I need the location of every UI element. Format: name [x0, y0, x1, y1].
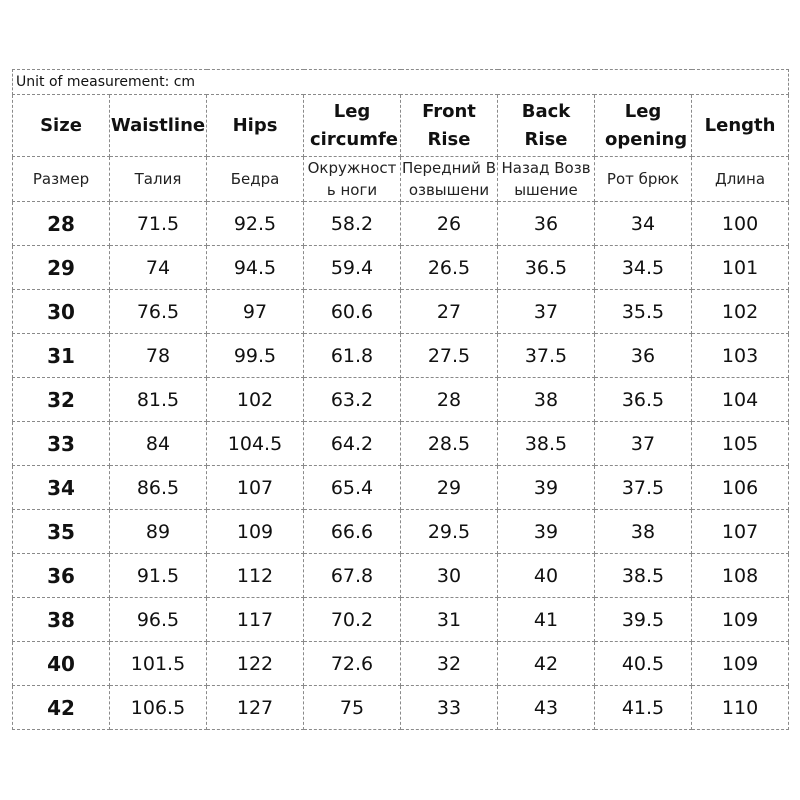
cell-length: 101	[692, 246, 789, 290]
cell-leg-circumference: 59.4	[304, 246, 401, 290]
header-hips: Hips	[207, 95, 304, 157]
cell-leg-opening: 36.5	[595, 378, 692, 422]
cell-hips: 127	[207, 686, 304, 730]
cell-length: 105	[692, 422, 789, 466]
cell-size: 42	[13, 686, 110, 730]
cell-hips: 104.5	[207, 422, 304, 466]
cell-waistline: 84	[110, 422, 207, 466]
cell-back-rise: 37.5	[498, 334, 595, 378]
table-row	[13, 202, 789, 246]
cell-hips: 107	[207, 466, 304, 510]
cell-waistline: 71.5	[110, 202, 207, 246]
cell-leg-circumference: 66.6	[304, 510, 401, 554]
cell-length: 102	[692, 290, 789, 334]
cell-size: 34	[13, 466, 110, 510]
cell-leg-opening: 34	[595, 202, 692, 246]
cell-leg-opening: 41.5	[595, 686, 692, 730]
header-ru-length: Длина	[692, 157, 789, 202]
cell-front-rise: 29.5	[401, 510, 498, 554]
header-row-en	[13, 95, 789, 157]
header-size: Size	[13, 95, 110, 157]
table-row	[13, 334, 789, 378]
cell-waistline: 86.5	[110, 466, 207, 510]
cell-front-rise: 26.5	[401, 246, 498, 290]
cell-hips: 112	[207, 554, 304, 598]
cell-leg-opening: 37	[595, 422, 692, 466]
cell-front-rise: 29	[401, 466, 498, 510]
cell-front-rise: 28	[401, 378, 498, 422]
cell-length: 106	[692, 466, 789, 510]
cell-back-rise: 40	[498, 554, 595, 598]
table-row	[13, 642, 789, 686]
cell-waistline: 74	[110, 246, 207, 290]
cell-size: 40	[13, 642, 110, 686]
cell-leg-circumference: 67.8	[304, 554, 401, 598]
header-ru-leg-opening: Рот брюк	[595, 157, 692, 202]
cell-size: 28	[13, 202, 110, 246]
cell-front-rise: 32	[401, 642, 498, 686]
header-waistline: Waistline	[110, 95, 207, 157]
cell-waistline: 78	[110, 334, 207, 378]
cell-back-rise: 39	[498, 510, 595, 554]
header-back-rise: Back Rise	[498, 95, 595, 157]
cell-size: 38	[13, 598, 110, 642]
cell-leg-circumference: 65.4	[304, 466, 401, 510]
cell-waistline: 101.5	[110, 642, 207, 686]
cell-waistline: 89	[110, 510, 207, 554]
cell-length: 108	[692, 554, 789, 598]
table-row	[13, 466, 789, 510]
cell-size: 36	[13, 554, 110, 598]
size-chart	[12, 69, 788, 730]
cell-front-rise: 31	[401, 598, 498, 642]
cell-length: 107	[692, 510, 789, 554]
table-row	[13, 598, 789, 642]
header-ru-front-rise: Передний Возвышени	[401, 157, 498, 202]
cell-leg-opening: 36	[595, 334, 692, 378]
cell-leg-circumference: 63.2	[304, 378, 401, 422]
cell-waistline: 91.5	[110, 554, 207, 598]
table-row	[13, 246, 789, 290]
cell-waistline: 81.5	[110, 378, 207, 422]
cell-leg-opening: 38	[595, 510, 692, 554]
header-ru-back-rise: Назад Возвышение	[498, 157, 595, 202]
cell-back-rise: 36.5	[498, 246, 595, 290]
cell-leg-circumference: 64.2	[304, 422, 401, 466]
table-row	[13, 378, 789, 422]
header-leg-opening: Leg opening	[595, 95, 692, 157]
table-row	[13, 686, 789, 730]
cell-leg-circumference: 72.6	[304, 642, 401, 686]
cell-back-rise: 36	[498, 202, 595, 246]
header-ru-size: Размер	[13, 157, 110, 202]
cell-hips: 102	[207, 378, 304, 422]
cell-length: 109	[692, 642, 789, 686]
cell-leg-circumference: 70.2	[304, 598, 401, 642]
cell-waistline: 106.5	[110, 686, 207, 730]
header-ru-leg-circumference: Окружность ноги	[304, 157, 401, 202]
cell-leg-circumference: 60.6	[304, 290, 401, 334]
cell-size: 33	[13, 422, 110, 466]
cell-front-rise: 30	[401, 554, 498, 598]
cell-leg-opening: 34.5	[595, 246, 692, 290]
cell-hips: 117	[207, 598, 304, 642]
cell-size: 31	[13, 334, 110, 378]
cell-back-rise: 37	[498, 290, 595, 334]
cell-size: 32	[13, 378, 110, 422]
cell-leg-opening: 38.5	[595, 554, 692, 598]
cell-front-rise: 27	[401, 290, 498, 334]
header-ru-hips: Бедра	[207, 157, 304, 202]
cell-hips: 94.5	[207, 246, 304, 290]
cell-front-rise: 33	[401, 686, 498, 730]
cell-length: 109	[692, 598, 789, 642]
cell-hips: 122	[207, 642, 304, 686]
cell-length: 100	[692, 202, 789, 246]
cell-size: 29	[13, 246, 110, 290]
header-length: Length	[692, 95, 789, 157]
cell-back-rise: 42	[498, 642, 595, 686]
header-front-rise: Front Rise	[401, 95, 498, 157]
header-leg-circumference: Leg circumfe	[304, 95, 401, 157]
cell-hips: 99.5	[207, 334, 304, 378]
size-table	[12, 69, 789, 730]
cell-hips: 92.5	[207, 202, 304, 246]
cell-length: 104	[692, 378, 789, 422]
header-ru-waistline: Талия	[110, 157, 207, 202]
cell-leg-opening: 37.5	[595, 466, 692, 510]
unit-label: Unit of measurement: cm	[13, 70, 789, 95]
cell-back-rise: 41	[498, 598, 595, 642]
cell-length: 103	[692, 334, 789, 378]
cell-back-rise: 39	[498, 466, 595, 510]
table-row	[13, 422, 789, 466]
cell-size: 35	[13, 510, 110, 554]
cell-front-rise: 28.5	[401, 422, 498, 466]
cell-leg-circumference: 58.2	[304, 202, 401, 246]
cell-length: 110	[692, 686, 789, 730]
table-row	[13, 554, 789, 598]
cell-front-rise: 27.5	[401, 334, 498, 378]
cell-leg-circumference: 61.8	[304, 334, 401, 378]
cell-back-rise: 43	[498, 686, 595, 730]
cell-hips: 97	[207, 290, 304, 334]
cell-back-rise: 38	[498, 378, 595, 422]
cell-waistline: 96.5	[110, 598, 207, 642]
cell-leg-opening: 39.5	[595, 598, 692, 642]
cell-size: 30	[13, 290, 110, 334]
cell-leg-circumference: 75	[304, 686, 401, 730]
cell-back-rise: 38.5	[498, 422, 595, 466]
cell-waistline: 76.5	[110, 290, 207, 334]
cell-hips: 109	[207, 510, 304, 554]
cell-leg-opening: 40.5	[595, 642, 692, 686]
cell-front-rise: 26	[401, 202, 498, 246]
table-row	[13, 510, 789, 554]
table-row	[13, 290, 789, 334]
cell-leg-opening: 35.5	[595, 290, 692, 334]
header-row-ru	[13, 157, 789, 202]
